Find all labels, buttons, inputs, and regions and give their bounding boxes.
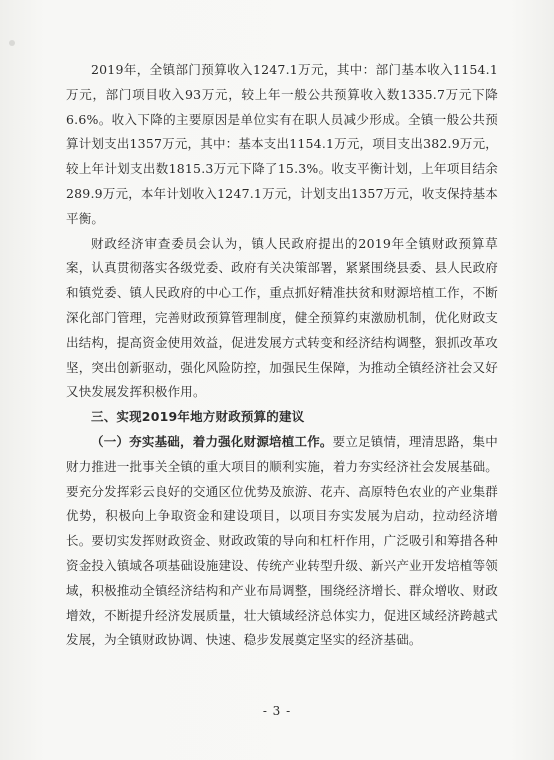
document-body [66, 58, 498, 653]
page-number: - 3 - [262, 704, 292, 718]
section-heading: 三、实现2019年地方财政预算的建议 [91, 409, 305, 425]
subsection-paragraph [66, 430, 498, 653]
subsection-lead: （一）夯实基础，着力强化财源培植工作。 [91, 433, 333, 449]
paragraph-budget-figures: 2019年，全镇部门预算收入1247.1万元，其中：部门基本收入1154.1万元，部门项目收入93万元，较上年一般公共预算收入数1335.7万元下降6.6%。收入下降的主要原因是单位实有在职人员减少形成。全镇一般公共预算计划支出1357万元，其中：基本支出1154.1万元，项目支出382.9万元，较上年计划支出数1815.3万元下降了15.3%。收支平衡计划，上年项目结余289.9万元，本年计划收入1247.1万元，计划支出1357万元，收支保持基本平衡。 [66, 62, 498, 226]
binding-hole-mark [9, 40, 15, 46]
paragraph-committee-opinion: 财政经济审查委员会认为，镇人民政府提出的2019年全镇财政预算草案，认真贯彻落实各级党委、政府有关决策部署，紧紧围绕县委、县人民政府和镇党委、镇人民政府的中心工作，重点抓好精准扶贫和财源培植工作，不断深化部门管理，完善财政预算管理制度，健全预算约束激励机制，优化财政支出结构，提高资金使用效益，促进发展方式转变和经济结构调整，狠抓改革攻坚，突出创新驱动，强化风险防控，加强民生保障，为推动全镇经济社会又好又快发展发挥积极作用。 [66, 235, 498, 400]
subsection-body: 要立足镇情，理清思路，集中财力推进一批事关全镇的重大项目的顺利实施，着力夯实经济社会发展基础。要充分发挥彩云良好的交通区位优势及旅游、花卉、高原特色农业的产业集群优势，积极向上争取资金和建设项目，以项目夯实发展为启动，拉动经济增长。要切实发挥财政资金、财政政策的导向和杠杆作用，广泛吸引和筹措各种资金投入镇域各项基础设施建设、传统产业转型升级、新兴产业开发培植等领域，积极推动全镇经济结构和产业布局调整，围绕经济增长、群众增收、财政增效，不断提升经济发展质量，壮大镇域经济总体实力，促进区域经济跨越式发展，为全镇财政协调、快速、稳步发展奠定坚实的经济基础。 [66, 433, 498, 648]
